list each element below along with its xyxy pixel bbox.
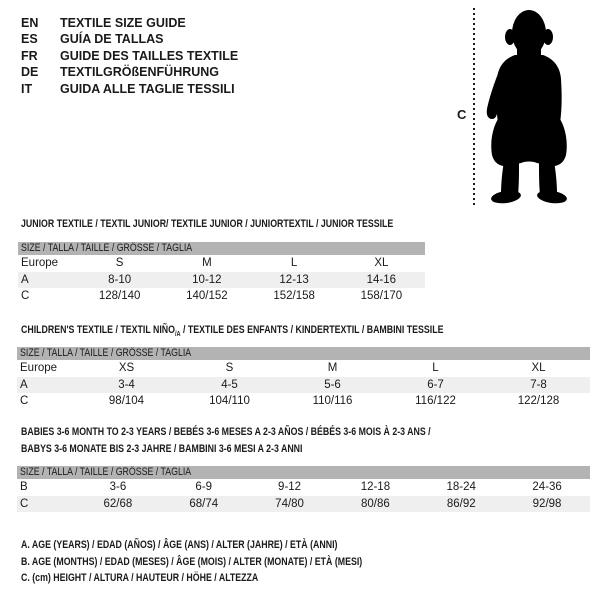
- size-cell: 68/74: [189, 497, 219, 510]
- table-row: [17, 377, 590, 394]
- children-table-title: [21, 322, 549, 343]
- lang-row-es: [21, 31, 238, 47]
- size-cell: 3-4: [118, 378, 135, 391]
- size-cell: 128/140: [98, 290, 141, 302]
- size-cell: 12-13: [279, 273, 309, 286]
- size-header-label: SIZE / TALLA / TAILLE / GRÖSSE / TAGLIA: [20, 466, 192, 478]
- lang-label: GUIDE DES TAILLES TEXTILE: [60, 48, 239, 63]
- legend-age-months: B. AGE (MONTHS) / EDAD (MESES) / ÂGE (MOIS) / ALTER (MONATE) / ETÀ (MESI): [21, 555, 363, 568]
- size-cell: 62/68: [103, 497, 133, 510]
- size-cell: 110/116: [312, 395, 353, 407]
- table-row: [17, 393, 590, 410]
- lang-row-fr: [21, 48, 238, 64]
- size-header-bar: [17, 466, 590, 479]
- size-cell: XS: [118, 362, 135, 374]
- row-label: Europe: [21, 257, 59, 269]
- size-cell: S: [225, 362, 234, 374]
- language-header: [21, 15, 238, 97]
- measurement-legend: [21, 537, 448, 587]
- row-label: C: [21, 290, 30, 302]
- size-cell: 12-18: [360, 481, 391, 493]
- babies-table-title-line1: BABIES 3-6 MONTH TO 2-3 YEARS / BEBÉS 3-6 MESES A 2-3 AÑOS / BÉBÉS 3-6 MOIS À 2-3 ANS /: [21, 426, 431, 438]
- size-cell: L: [432, 362, 439, 374]
- size-cell: 98/104: [108, 395, 145, 407]
- table-row: [17, 479, 590, 496]
- lang-row-de: [21, 64, 238, 80]
- junior-table-title-text: JUNIOR TEXTILE / TEXTIL JUNIOR/ TEXTILE JUNIOR / JUNIORTEXTIL / JUNIOR TESSILE: [21, 218, 394, 230]
- children-size-table: [17, 347, 590, 410]
- size-cell: 24-36: [532, 481, 562, 493]
- size-cell: 86/92: [446, 497, 476, 510]
- table-row: [17, 496, 590, 513]
- lang-label: TEXTILE SIZE GUIDE: [60, 16, 186, 30]
- size-header-bar: [17, 347, 590, 360]
- size-cell: L: [290, 257, 298, 269]
- size-header-bar: [18, 242, 425, 255]
- size-cell: S: [115, 257, 124, 269]
- size-cell: 9-12: [278, 481, 302, 493]
- babies-size-table: [17, 466, 590, 512]
- legend-age-years: A. AGE (YEARS) / EDAD (AÑOS) / ÂGE (ANS) / ALTER (JAHRE) / ETÀ (ANNI): [21, 539, 338, 551]
- size-cell: 6-7: [427, 378, 444, 391]
- row-label: C: [20, 497, 29, 510]
- row-label: Europe: [20, 362, 58, 374]
- size-cell: 158/170: [360, 290, 403, 302]
- junior-size-table: [18, 242, 425, 305]
- size-cell: 92/98: [532, 497, 562, 510]
- babies-table-title-line2: BABYS 3-6 MONATE BIS 2-3 JAHRE / BAMBINI 3-6 MESI A 2-3 ANNI: [21, 443, 303, 455]
- size-cell: 140/152: [186, 290, 228, 302]
- lang-code: FR: [21, 48, 38, 63]
- size-cell: 104/110: [209, 395, 250, 407]
- table-row: [18, 255, 425, 272]
- size-cell: 14-16: [366, 273, 397, 286]
- size-cell: 74/80: [275, 497, 304, 510]
- size-cell: 116/122: [415, 395, 456, 407]
- size-cell: 4-5: [221, 378, 238, 391]
- row-label: C: [20, 395, 29, 407]
- size-cell: 7-8: [530, 378, 547, 391]
- size-cell: XL: [374, 257, 389, 269]
- lang-label: GUIDA ALLE TAGLIE TESSILI: [60, 81, 235, 96]
- title-subscript: /A: [174, 331, 181, 339]
- table-row: [17, 360, 590, 377]
- toddler-silhouette-image: [485, 9, 573, 205]
- title-part: CHILDREN'S TEXTILE / TEXTIL NIÑO: [21, 324, 175, 336]
- height-measure-label: C: [457, 107, 467, 122]
- lang-label: TEXTILGRÖßENFÜHRUNG: [60, 65, 220, 80]
- size-header-label: SIZE / TALLA / TAILLE / GRÖSSE / TAGLIA: [21, 242, 193, 254]
- lang-code: IT: [21, 81, 33, 96]
- lang-row-it: [21, 81, 238, 97]
- size-cell: 10-12: [192, 273, 222, 286]
- row-label: A: [21, 273, 29, 286]
- size-header-label: SIZE / TALLA / TAILLE / GRÖSSE / TAGLIA: [20, 347, 192, 359]
- row-label: B: [20, 481, 28, 493]
- size-cell: 122/128: [517, 395, 560, 407]
- lang-code: DE: [21, 65, 39, 80]
- table-row: [18, 272, 425, 289]
- row-label: A: [20, 378, 28, 391]
- height-measure-dashed-line: [473, 8, 475, 206]
- lang-code: ES: [21, 32, 38, 47]
- junior-table-title: [21, 216, 486, 233]
- size-cell: 3-6: [109, 481, 127, 493]
- table-row: [18, 288, 425, 305]
- size-cell: XL: [531, 362, 546, 374]
- size-cell: 5-6: [324, 378, 341, 391]
- size-cell: M: [327, 362, 338, 374]
- lang-code: EN: [21, 16, 39, 30]
- lang-row-en: [21, 15, 238, 31]
- babies-table-title: [21, 424, 533, 458]
- legend-height: C. (cm) HEIGHT / ALTURA / HAUTEUR / HÖHE / ALTEZZA: [21, 572, 259, 584]
- size-cell: 8-10: [108, 273, 132, 286]
- size-cell: 152/158: [273, 290, 315, 302]
- size-cell: M: [202, 257, 212, 269]
- lang-label: GUÍA DE TALLAS: [60, 32, 164, 47]
- size-cell: 18-24: [446, 481, 476, 493]
- title-part: / TEXTILE DES ENFANTS / KINDERTEXTIL / BAMBINI TESSILE: [180, 324, 444, 336]
- size-cell: 6-9: [195, 481, 213, 493]
- children-table-title-text: [21, 322, 443, 343]
- size-cell: 80/86: [361, 497, 390, 510]
